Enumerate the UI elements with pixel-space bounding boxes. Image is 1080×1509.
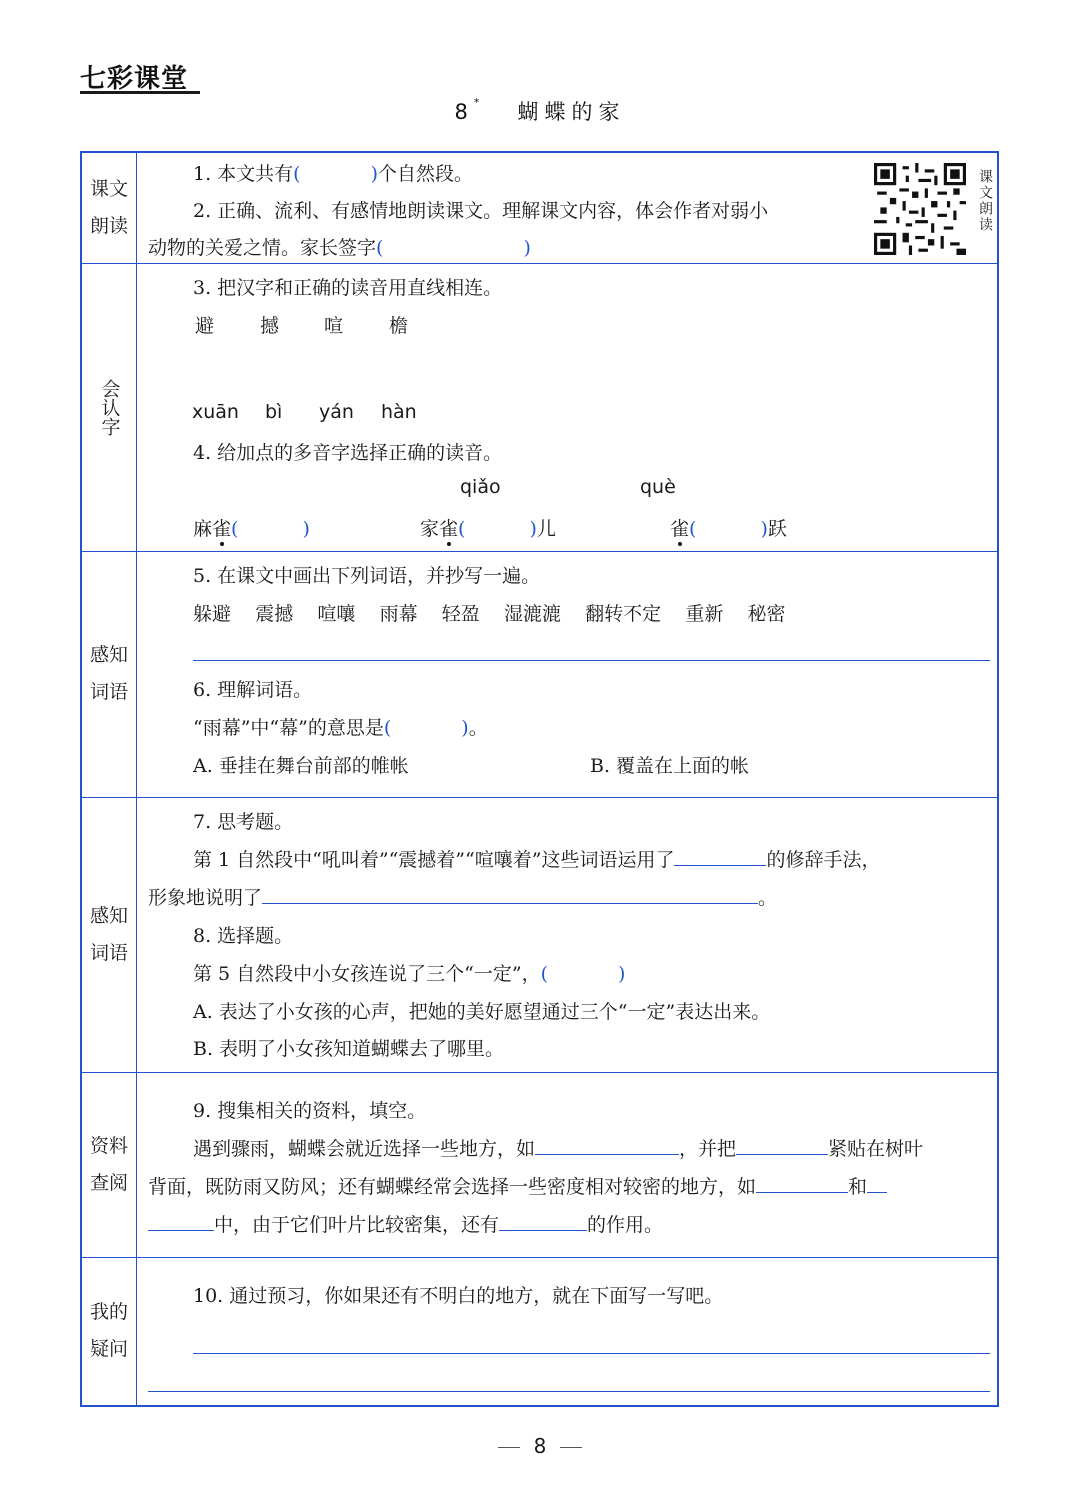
worksheet-frame <box>80 151 999 1407</box>
brand-underline <box>80 91 200 94</box>
question-9: 9. 搜集相关的资料，填空。 <box>193 1100 427 1122</box>
section-characters <box>82 263 997 552</box>
question-1: 1. 本文共有( )个自然段。 <box>193 163 474 185</box>
question-7-line1: 第 1 自然段中“吼叫着”“震撼着”“喧嚷着”这些词语运用了 的修辞手法， <box>193 849 881 871</box>
section-research <box>82 1072 997 1258</box>
pinyin-1: xuān <box>192 401 239 423</box>
question-9-line1: 遇到骤雨，蝴蝶会就近选择一些地方，如 ，并把 紧贴在树叶 <box>193 1138 924 1160</box>
section-label: 感知词语 <box>82 551 137 797</box>
answer-blank[interactable] <box>535 1136 679 1155</box>
section-questions <box>82 1257 997 1405</box>
pinyin-4: hàn <box>381 401 417 423</box>
question-3: 3. 把汉字和正确的读音用直线相连。 <box>193 277 503 299</box>
lesson-title <box>0 96 1080 126</box>
char-2: 撼 <box>260 315 280 337</box>
question-7-line2: 形象地说明了 。 <box>148 887 778 909</box>
option-qiao: qiǎo <box>460 476 501 498</box>
section-label: 课文朗读 <box>82 153 137 263</box>
answer-blank[interactable] <box>301 162 371 180</box>
item-jiaque: 家雀( )儿 <box>420 518 556 540</box>
answer-blank[interactable] <box>696 517 760 535</box>
answer-blank[interactable] <box>548 962 618 980</box>
question-8-a: A. 表达了小女孩的心声，把她的美好愿望通过三个“一定”表达出来。 <box>193 1001 771 1023</box>
qr-code-icon[interactable] <box>874 163 966 255</box>
question-9-line3: 中，由于它们叶片比较密集，还有 的作用。 <box>148 1210 663 1237</box>
section-reading <box>82 153 997 264</box>
char-4: 檐 <box>389 315 409 337</box>
option-a: A. 垂挂在舞台前部的帷帐 <box>193 755 409 777</box>
section-label: 会认字 <box>82 263 137 551</box>
question-7: 7. 思考题。 <box>193 811 294 833</box>
answer-blank[interactable] <box>148 1212 214 1231</box>
answer-blank[interactable] <box>499 1212 587 1231</box>
answer-blank[interactable] <box>736 1136 828 1155</box>
question-2-cont: 动物的关爱之情。家长签字( ) <box>148 237 531 259</box>
question-4: 4. 给加点的多音字选择正确的读音。 <box>193 442 503 464</box>
char-1: 避 <box>195 315 215 337</box>
lesson-name: 蝴蝶的家 <box>517 100 626 124</box>
page-number: 8 <box>0 1434 1080 1458</box>
lesson-number: 8 <box>454 100 474 124</box>
item-queyue: 雀( )跃 <box>670 518 787 540</box>
option-b: B. 覆盖在上面的帐 <box>590 755 750 777</box>
option-que: què <box>640 476 676 498</box>
signature-blank[interactable] <box>383 236 523 254</box>
qr-label: 课文朗读 <box>977 169 993 233</box>
question-10: 10. 通过预习，你如果还有不明白的地方，就在下面写一写吧。 <box>193 1285 724 1307</box>
brand-logo: 七彩课堂 <box>80 64 189 94</box>
question-8: 8. 选择题。 <box>193 925 294 947</box>
answer-blank[interactable] <box>391 716 461 734</box>
answer-blank[interactable] <box>756 1174 848 1193</box>
section-label: 我的疑问 <box>82 1257 137 1405</box>
write-line-1[interactable] <box>193 1353 990 1354</box>
answer-blank[interactable] <box>238 517 302 535</box>
pinyin-2: bì <box>265 401 283 423</box>
word-list: 躲避 震撼 喧嚷 雨幕 轻盈 湿漉漉 翻转不定 重新 秘密 <box>193 603 786 625</box>
section-label: 感知词语 <box>82 797 137 1072</box>
char-3: 喧 <box>324 315 344 337</box>
pinyin-3: yán <box>319 401 354 423</box>
write-line-2[interactable] <box>148 1391 990 1392</box>
section-vocab-2 <box>82 797 997 1073</box>
answer-blank[interactable] <box>867 1174 887 1193</box>
answer-blank[interactable] <box>465 517 529 535</box>
question-8-prompt: 第 5 自然段中小女孩连说了三个“一定”，( ) <box>193 963 626 985</box>
answer-blank[interactable] <box>674 847 766 866</box>
question-9-line2: 背面，既防雨又防风；还有蝴蝶经常会选择一些密度相对较密的地方，如 和 <box>148 1172 887 1199</box>
question-6: 6. 理解词语。 <box>193 679 313 701</box>
question-6-prompt: “雨幕”中“幕”的意思是( )。 <box>193 717 488 739</box>
section-vocab-1 <box>82 551 997 798</box>
answer-blank[interactable] <box>262 885 758 904</box>
copy-line[interactable] <box>193 660 990 661</box>
item-maque: 麻雀( ) <box>193 518 310 540</box>
question-5: 5. 在课文中画出下列词语，并抄写一遍。 <box>193 565 541 587</box>
lesson-mark: * <box>473 96 480 109</box>
section-label: 资料查阅 <box>82 1072 137 1257</box>
question-2: 2. 正确、流利、有感情地朗读课文。理解课文内容，体会作者对弱小 <box>193 200 769 222</box>
question-8-b: B. 表明了小女孩知道蝴蝶去了哪里。 <box>193 1038 505 1060</box>
